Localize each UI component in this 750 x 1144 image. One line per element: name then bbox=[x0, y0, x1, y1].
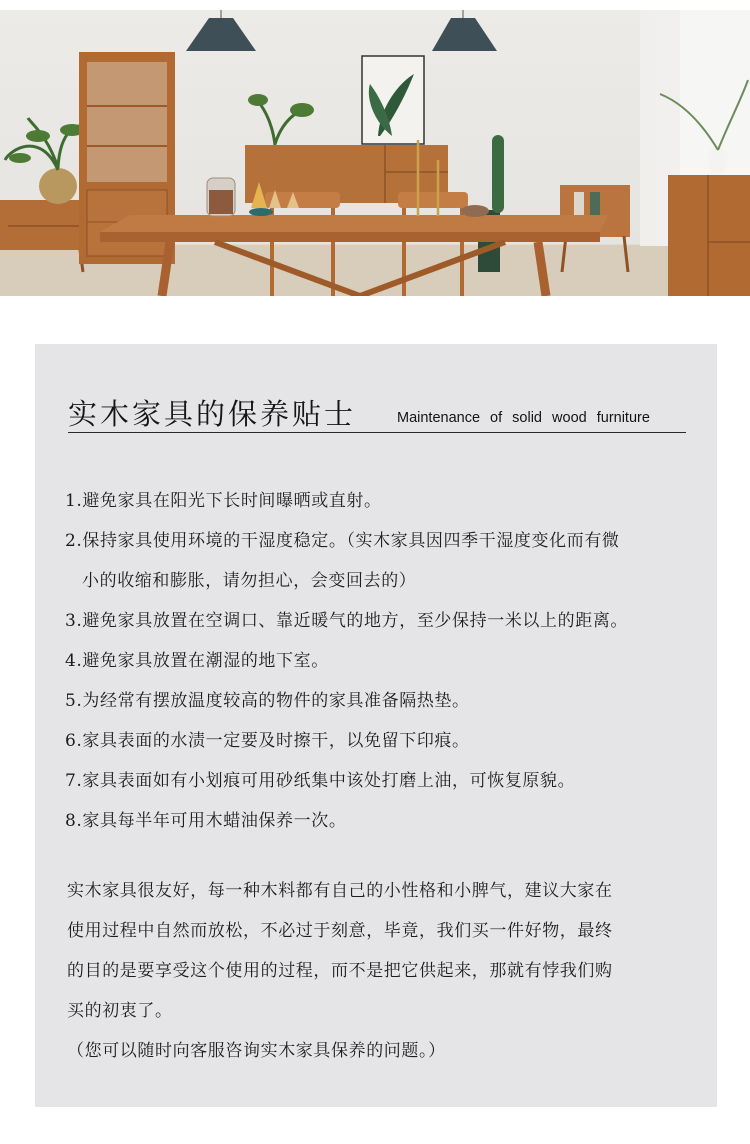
pendant-lamp-left bbox=[186, 18, 256, 51]
tip-item bbox=[65, 601, 695, 641]
tip-text: 家具每半年可用木蜡油保养一次。 bbox=[82, 811, 347, 831]
tip-text: 避免家具放置在空调口、靠近暖气的地方，至少保持一米以上的距离。 bbox=[82, 611, 629, 631]
title-row bbox=[68, 390, 686, 433]
tip-item bbox=[65, 521, 695, 601]
tip-number: 5. bbox=[65, 691, 83, 711]
vase bbox=[708, 146, 728, 174]
tip-item bbox=[65, 761, 695, 801]
care-tips-card bbox=[35, 344, 717, 1107]
tip-item bbox=[65, 681, 695, 721]
right-cabinet bbox=[668, 175, 750, 296]
tip-number: 3. bbox=[65, 611, 83, 631]
customer-service-note: （您可以随时向客服咨询实木家具保养的问题。） bbox=[67, 1041, 446, 1061]
pinecone-bowl bbox=[461, 205, 489, 217]
tip-text: 避免家具在阳光下长时间曝晒或直射。 bbox=[82, 491, 382, 511]
plant-basket bbox=[39, 168, 77, 204]
pendant-lamp-right bbox=[432, 18, 497, 51]
paragraph-line: 的目的是要享受这个使用的过程，而不是把它供起来，那就有悖我们购 bbox=[67, 961, 613, 981]
care-tips-list bbox=[65, 481, 695, 841]
closing-paragraph bbox=[67, 871, 691, 1071]
title-chinese: 实木家具的保养贴士 bbox=[68, 397, 357, 431]
tip-item bbox=[65, 801, 695, 841]
chair-back-right bbox=[398, 192, 468, 208]
dining-table-top bbox=[100, 215, 608, 232]
tip-number: 4. bbox=[65, 651, 83, 671]
tip-number: 7. bbox=[65, 771, 83, 791]
paragraph-line: 实木家具很友好，每一种木料都有自己的小性格和小脾气，建议大家在 bbox=[67, 881, 613, 901]
tip-number: 2. bbox=[65, 531, 83, 551]
tip-text: 家具表面的水渍一定要及时擦干，以免留下印痕。 bbox=[82, 731, 470, 751]
dining-room-illustration bbox=[0, 10, 750, 296]
paragraph-line: 买的初衷了。 bbox=[67, 1001, 173, 1021]
title-english: Maintenance of solid wood furniture bbox=[397, 410, 650, 426]
tip-text: 避免家具放置在潮湿的地下室。 bbox=[82, 651, 329, 671]
tip-number: 8. bbox=[65, 811, 83, 831]
paragraph-line: 使用过程中自然而放松，不必过于刻意，毕竟，我们买一件好物，最终 bbox=[67, 921, 613, 941]
tip-number: 6. bbox=[65, 731, 83, 751]
tip-text: 家具表面如有小划痕可用砂纸集中该处打磨上油，可恢复原貌。 bbox=[82, 771, 576, 791]
tip-text: 为经常有摆放温度较高的物件的家具准备隔热垫。 bbox=[82, 691, 470, 711]
tip-item bbox=[65, 481, 695, 521]
tip-number: 1. bbox=[65, 491, 83, 511]
low-cabinet-left bbox=[0, 200, 90, 250]
tip-item bbox=[65, 641, 695, 681]
dining-room-photo bbox=[0, 10, 750, 296]
tip-item bbox=[65, 721, 695, 761]
cactus bbox=[492, 135, 504, 213]
tip-text: 保持家具使用环境的干湿度稳定。（实木家具因四季干湿度变化而有微 bbox=[82, 531, 620, 551]
tip-text-continuation: 小的收缩和膨胀，请勿担心，会变回去的） bbox=[82, 571, 417, 591]
